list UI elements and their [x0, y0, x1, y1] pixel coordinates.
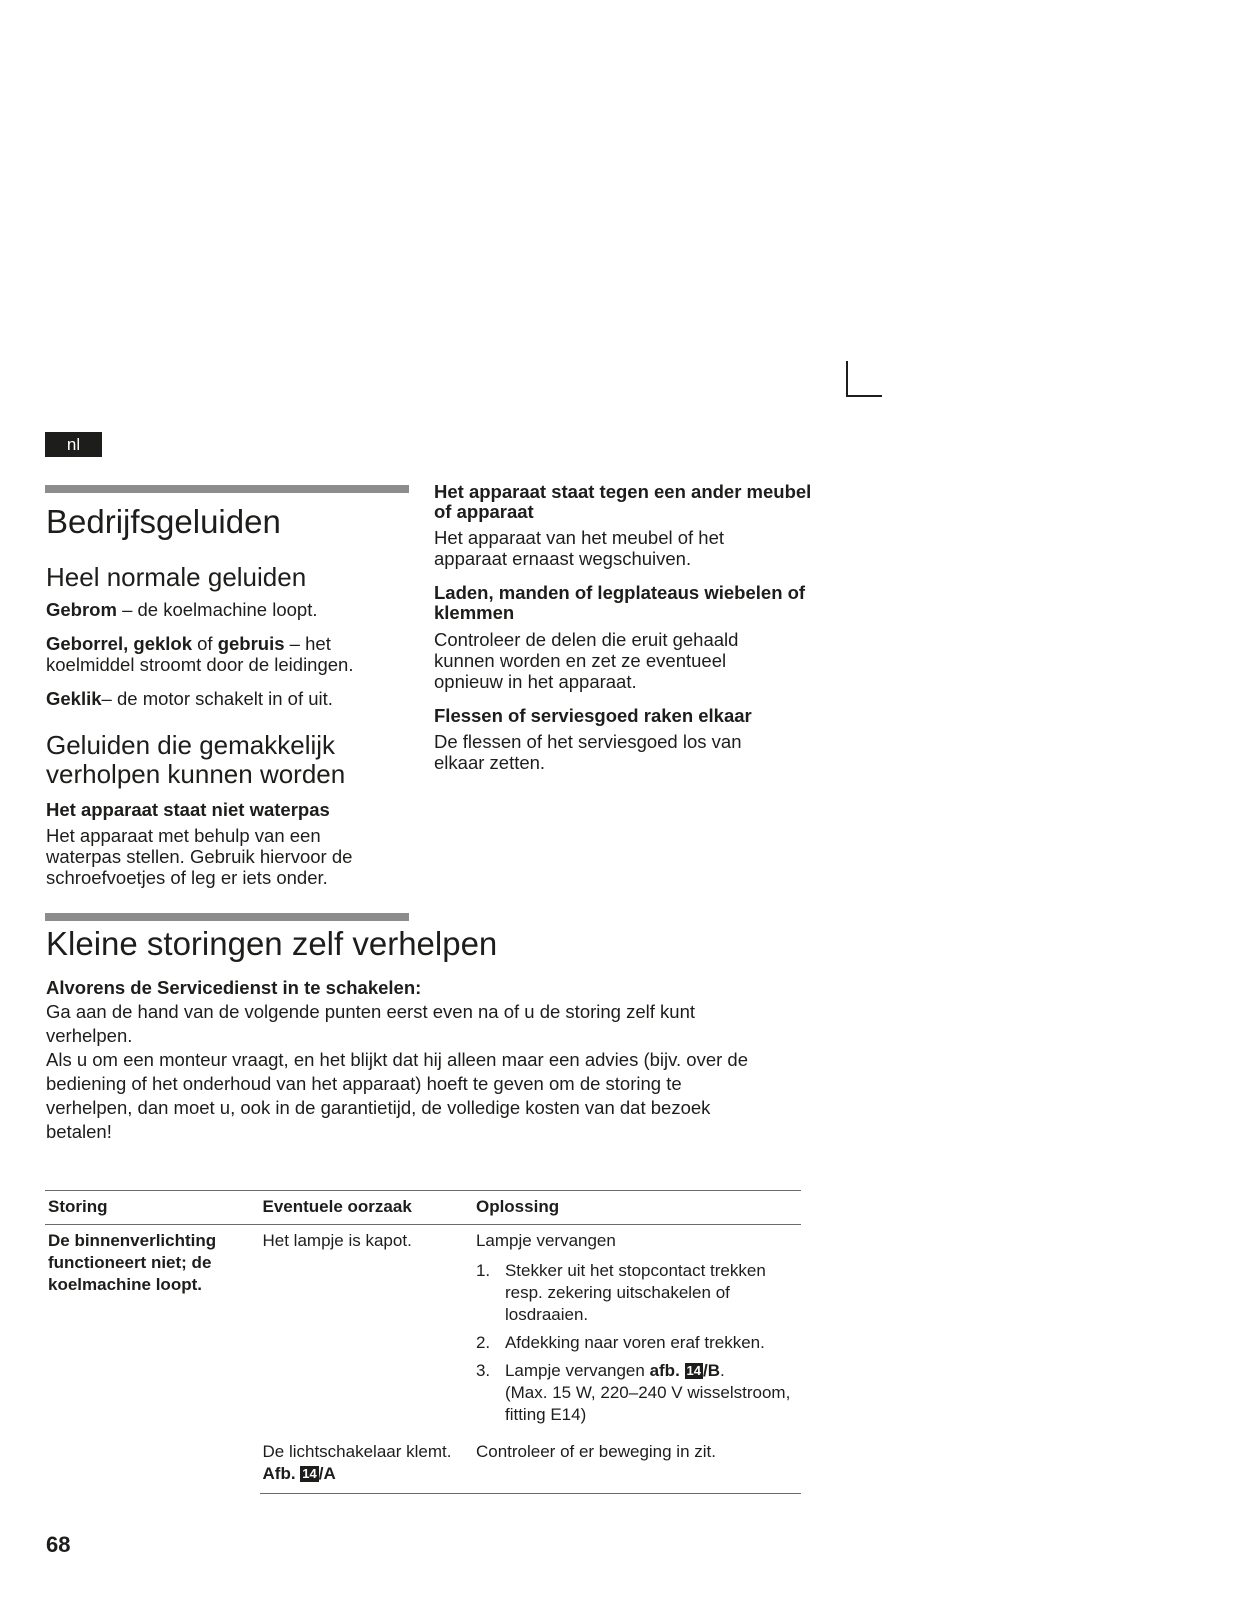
bottles-heading: Flessen of serviesgoed raken elkaar — [434, 705, 752, 726]
crop-mark — [846, 361, 882, 397]
drawers-heading: Laden, manden of legplateaus wiebelen of klemmen — [434, 582, 806, 623]
solution-title: Lampje vervangen — [475, 1231, 616, 1250]
header-cause: Eventuele oorzaak — [260, 1191, 473, 1225]
figure-ref-badge: 14 — [302, 1466, 317, 1481]
troubleshooting-table — [45, 1190, 801, 1494]
section-rule — [45, 913, 409, 921]
fault-cell: De binnenverlichting functioneert niet; de koelmachine loopt. — [48, 1231, 217, 1294]
noise-item-hum: Gebrom – de koelmachine loopt. — [46, 599, 318, 620]
fixable-noises-heading: Geluiden die gemakkelijk verholpen kunnen worden — [46, 730, 346, 789]
drawers-text: Controleer de delen die eruit gehaald kunnen worden en zet ze eventueel opnieuw in het apparaat. — [434, 629, 739, 692]
section-rule — [45, 485, 409, 493]
bottles-text: De flessen of het serviesgoed los van elkaar zetten. — [434, 731, 742, 773]
header-solution: Oplossing — [473, 1191, 801, 1225]
page-number: 68 — [46, 1532, 71, 1557]
table-row — [45, 1225, 801, 1437]
cause-cell: Het lampje is kapot. — [262, 1231, 412, 1250]
intro-paragraph-2: Als u om een monteur vraagt, en het blijkt dat hij alleen maar een advies (bijv. over de bediening of het onderhoud van het apparaat) hoeft te geven om de storing te verhelpen, dan moet u, ook in de garantietijd, de volledige kosten van dat bezoek betalen! — [46, 1049, 749, 1142]
list-item: 3. Lampje vervangen afb. 14 /B. (Max. 15 W, 220–240 V wisselstroom, fitting E14) — [475, 1361, 791, 1424]
intro-paragraph-1: Ga aan de hand van de volgende punten eerst even na of u de storing zelf kunt verhelpen. — [46, 1001, 695, 1046]
solution-cell — [473, 1225, 801, 1437]
list-item: 1. Stekker uit het stopcontact trekken resp. zekering uitschakelen of losdraaien. — [475, 1261, 766, 1324]
figure-ref-badge: 14 — [686, 1363, 701, 1378]
solution-cell: Controleer of er beweging in zit. — [473, 1436, 801, 1494]
normal-noises-heading: Heel normale geluiden — [46, 562, 307, 592]
header-fault: Storing — [45, 1191, 260, 1225]
list-item: 2. Afdekking naar voren eraf trekken. — [475, 1333, 765, 1352]
before-service-heading: Alvorens de Servicedienst in te schakelen: — [46, 977, 422, 998]
not-level-heading: Het apparaat staat niet waterpas — [46, 799, 330, 820]
touching-furniture-heading: Het apparaat staat tegen een ander meubel of apparaat — [434, 481, 812, 522]
not-level-text: Het apparaat met behulp van een waterpas stellen. Gebruik hiervoor de schroefvoetjes of leg er iets onder. — [46, 825, 353, 888]
noise-item-bubbling: Geborrel, geklok of gebruis – het koelmiddel stroomt door de leidingen. — [46, 633, 354, 675]
table-header-row — [45, 1191, 801, 1225]
solution-steps — [476, 1260, 799, 1426]
language-tag: nl — [45, 432, 102, 457]
section-title-noises: Bedrijfsgeluiden — [46, 503, 281, 540]
cause-cell: De lichtschakelaar klemt. Afb. 14 /A — [260, 1436, 473, 1494]
touching-furniture-text: Het apparaat van het meubel of het apparaat ernaast wegschuiven. — [434, 527, 725, 569]
noise-item-click: Geklik– de motor schakelt in of uit. — [46, 688, 333, 709]
section-title-faults: Kleine storingen zelf verhelpen — [46, 925, 498, 962]
